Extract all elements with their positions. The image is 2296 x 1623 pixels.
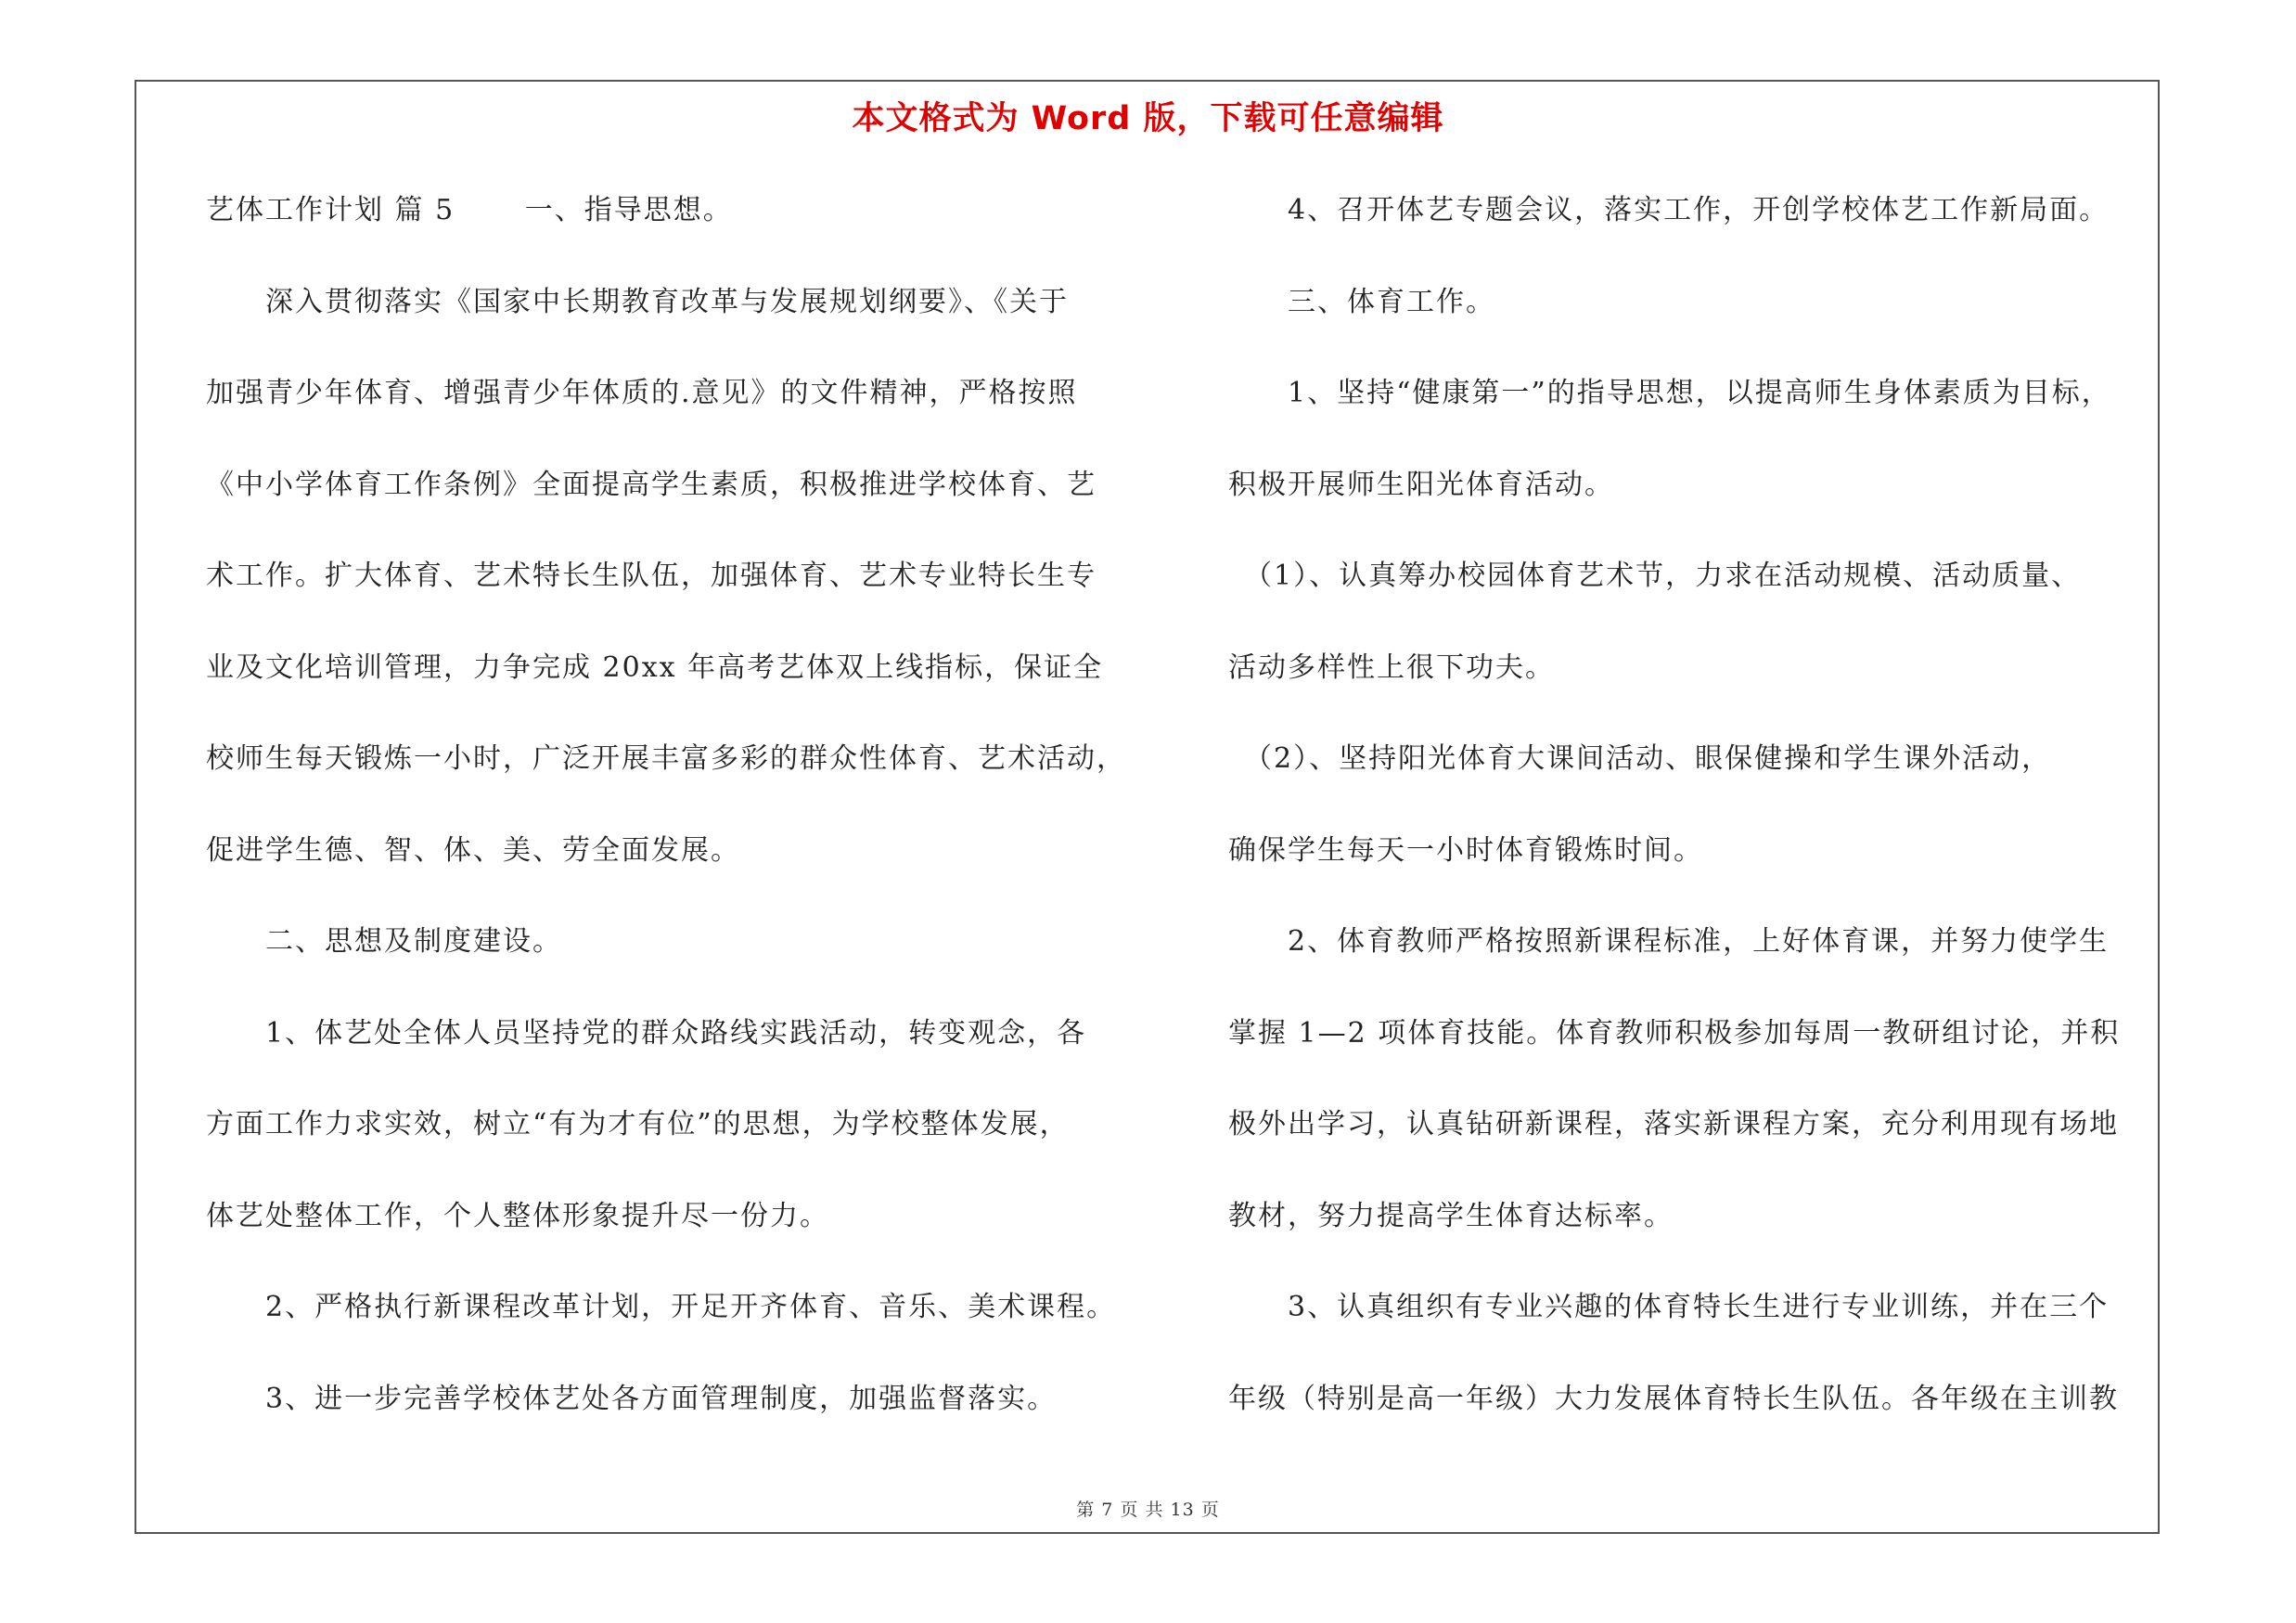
text-line: 深入贯彻落实《国家中长期教育改革与发展规划纲要》、《关于 <box>206 285 1069 318</box>
text-line: 2、体育教师严格按照新课程标准，上好体育课，并努力使学生 <box>1228 925 2110 958</box>
text-line: （1）、认真筹办校园体育艺术节，力求在活动规模、活动质量、 <box>1228 560 2082 592</box>
text-line: 加强青少年体育、增强青少年体质的.意见》的文件精神，严格按照 <box>206 377 1078 409</box>
text-line: 教材，努力提高学生体育达标率。 <box>1228 1199 1674 1232</box>
text-line: 确保学生每天一小时体育锻炼时间。 <box>1228 833 1703 867</box>
text-line: 极外出学习，认真钻研新课程，落实新课程方案，充分利用现有场地 <box>1228 1108 2119 1140</box>
text-line: 《中小学体育工作条例》全面提高学生素质，积极推进学校体育、艺 <box>206 468 1097 501</box>
text-line: 三、体育工作。 <box>1228 285 1495 318</box>
text-line: 方面工作力求实效，树立“有为才有位”的思想，为学校整体发展， <box>206 1108 1070 1140</box>
text-line: 艺体工作计划 篇 5 一、指导思想。 <box>206 194 733 226</box>
text-line: 1、坚持“健康第一”的指导思想，以提高师生身体素质为目标， <box>1228 377 2111 409</box>
text-line: 2、严格执行新课程改革计划，开足开齐体育、音乐、美术课程。 <box>206 1291 1117 1323</box>
text-line: 活动多样性上很下功夫。 <box>1228 650 1555 684</box>
right-column <box>1228 181 2174 1461</box>
text-line: 业及文化培训管理，力争完成 20xx 年高考艺体双上线指标，保证全 <box>206 650 1104 684</box>
text-line: 校师生每天锻炼一小时，广泛开展丰富多彩的群众性体育、艺术活动， <box>206 742 1126 775</box>
left-column <box>206 181 1143 1461</box>
text-line: 二、思想及制度建设。 <box>206 925 562 958</box>
text-line: 3、认真组织有专业兴趣的体育特长生进行专业训练，并在三个 <box>1228 1291 2110 1323</box>
text-line: 掌握 1—2 项体育技能。体育教师积极参加每周一教研组讨论，并积 <box>1228 1016 2121 1050</box>
text-line: 1、体艺处全体人员坚持党的群众路线实践活动，转变观念，各 <box>206 1016 1087 1050</box>
text-line: （2）、坚持阳光体育大课间活动、眼保健操和学生课外活动， <box>1228 742 2052 775</box>
text-line: 体艺处整体工作，个人整体形象提升尽一份力。 <box>206 1199 829 1232</box>
text-line: 4、召开体艺专题会议，落实工作，开创学校体艺工作新局面。 <box>1228 194 2110 226</box>
page-indicator: 第 7 页 共 13 页 <box>1076 1500 1220 1520</box>
text-line: 3、进一步完善学校体艺处各方面管理制度，加强监督落实。 <box>206 1382 1058 1415</box>
text-line: 术工作。扩大体育、艺术特长生队伍，加强体育、艺术专业特长生专 <box>206 560 1097 592</box>
text-line: 年级（特别是高一年级）大力发展体育特长生队伍。各年级在主训教 <box>1228 1382 2119 1415</box>
header-banner: 本文格式为 Word 版，下载可任意编辑 <box>852 100 1444 137</box>
text-line: 积极开展师生阳光体育活动。 <box>1228 468 1614 501</box>
text-line: 促进学生德、智、体、美、劳全面发展。 <box>206 833 740 867</box>
